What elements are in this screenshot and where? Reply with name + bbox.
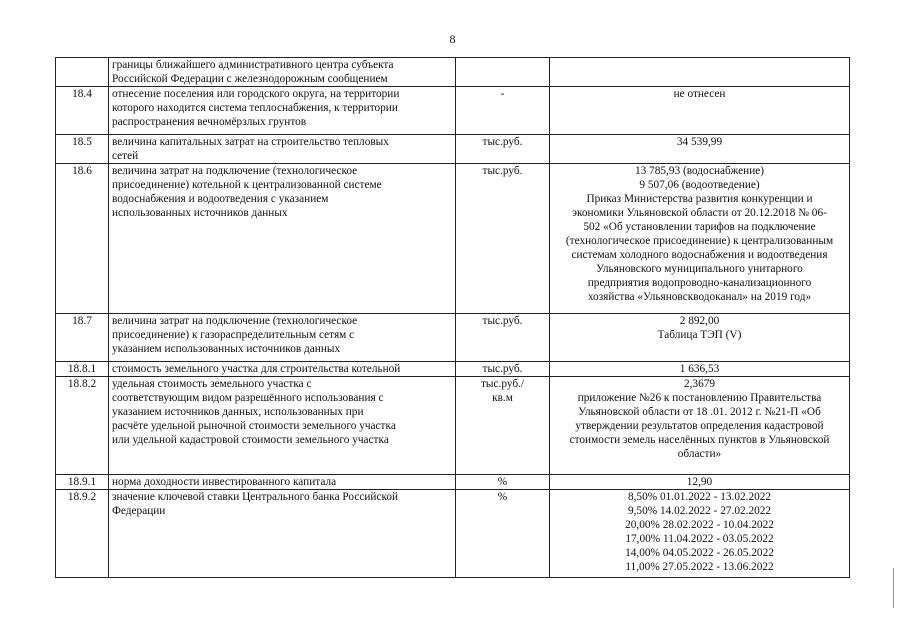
row-number: 18.8.1 [67, 363, 97, 375]
description-cell [109, 362, 456, 377]
value-line: 502 «Об установлении тарифов на подключение [583, 221, 816, 233]
value-line: хозяйства «Ульяновскводоканал» на 2019 год» [587, 291, 812, 303]
row-number-cell [56, 164, 109, 314]
value-line: утверждении результатов определения кадастровой [575, 420, 824, 432]
description-cell [109, 164, 456, 314]
row-number-cell [56, 475, 109, 490]
parameters-table-body [56, 58, 850, 578]
unit-line: - [500, 88, 505, 100]
value-cell [550, 135, 850, 164]
description-line: величина затрат на подключение (технологическое [112, 315, 358, 327]
unit-cell [456, 58, 550, 87]
value-line: 12,90 [686, 476, 713, 488]
value-line: не отнесен [673, 88, 726, 100]
row-number: 18.7 [72, 315, 92, 327]
description-line: которого находится система теплоснабжения, к территории [112, 102, 398, 114]
value-line: 2 892,00 [679, 315, 720, 327]
description-line: распространения вечномёрзлых грунтов [112, 116, 307, 128]
value-cell [550, 377, 850, 475]
description-line: сетей [112, 150, 139, 162]
value-cell [550, 362, 850, 377]
value-line: 9 507,06 (водоотведение) [639, 179, 760, 191]
scan-edge-mark [893, 568, 894, 608]
value-cell [550, 164, 850, 314]
unit-line: тыс.руб./ [480, 378, 525, 390]
row-number-cell [56, 314, 109, 362]
value-line: 9,50% 14.02.2022 - 27.02.2022 [627, 505, 772, 517]
row-number-cell [56, 490, 109, 578]
description-line: величина затрат на подключение (технологическое [112, 165, 358, 177]
value-cell [550, 87, 850, 135]
value-cell [550, 58, 850, 87]
description-cell [109, 314, 456, 362]
row-number-cell [56, 135, 109, 164]
table-row [56, 362, 850, 377]
description-line: Федерации [112, 505, 166, 517]
description-line: указанием использованных источников данных [112, 343, 341, 355]
value-line: 1 636,53 [679, 363, 720, 375]
value-cell [550, 490, 850, 578]
description-line: соответствующим видом разрешённого использования с [112, 392, 384, 404]
description-line: величина капитальных затрат на строительство тепловых [112, 136, 389, 148]
value-line: 11,00% 27.05.2022 - 13.06.2022 [625, 561, 774, 573]
description-line: отнесение поселения или городского округа, на территории [112, 88, 400, 100]
row-number: 18.4 [72, 88, 92, 100]
unit-line: % [497, 491, 508, 503]
value-line: 17,00% 11.04.2022 - 03.05.2022 [625, 533, 774, 545]
table-row [56, 475, 850, 490]
value-line: экономики Ульяновской области от 20.12.2018 № 06- [572, 207, 827, 219]
value-line: предприятия водопроводно-канализационного [587, 277, 812, 289]
description-cell [109, 377, 456, 475]
row-number-cell [56, 58, 109, 87]
description-line: значение ключевой ставки Центрального банка Российской [112, 491, 399, 503]
unit-cell [456, 164, 550, 314]
description-line: удельная стоимость земельного участка с [112, 378, 312, 390]
unit-cell [456, 377, 550, 475]
unit-cell [456, 362, 550, 377]
value-line: Ульяновского муниципального унитарного [596, 263, 803, 275]
parameters-table [55, 57, 850, 578]
table-row [56, 164, 850, 314]
unit-line: тыс.руб. [482, 136, 523, 148]
value-line: стоимости земель населённых пунктов в Ульяновской [569, 434, 830, 446]
unit-line: тыс.руб. [482, 165, 523, 177]
description-line: водоснабжения и водоотведения с указанием [112, 193, 329, 205]
row-number: 18.9.1 [67, 476, 97, 488]
value-line: Приказ Министерства развития конкуренции и [586, 193, 813, 205]
unit-cell [456, 490, 550, 578]
description-line: расчёте удельной рыночной стоимости земельного участка [112, 420, 396, 432]
table-row [56, 135, 850, 164]
row-number-cell [56, 362, 109, 377]
description-line: или удельной кадастровой стоимости земельного участка [112, 434, 389, 446]
value-line: Таблица ТЭП (V) [657, 329, 742, 341]
value-line: 2,3679 [683, 378, 716, 390]
value-line: 34 539,99 [676, 136, 723, 148]
description-line: стоимость земельного участка для строительства котельной [112, 363, 401, 375]
unit-line: % [497, 476, 508, 488]
unit-cell [456, 135, 550, 164]
row-number-cell [56, 87, 109, 135]
description-line: присоединение) к газораспределительным сетям с [112, 329, 355, 341]
unit-cell [456, 314, 550, 362]
description-cell [109, 475, 456, 490]
table-row [56, 314, 850, 362]
value-line: области» [677, 448, 722, 460]
unit-cell [456, 475, 550, 490]
row-number: 18.6 [72, 165, 92, 177]
unit-line: тыс.руб. [482, 363, 523, 375]
row-number: 18.8.2 [67, 378, 97, 390]
description-line: использованных источников данных [112, 207, 288, 219]
row-number-cell [56, 377, 109, 475]
value-line: (технологическое присоединение) к централизованным [565, 235, 834, 247]
unit-cell [456, 87, 550, 135]
description-line: границы ближайшего административного центра субъекта [112, 59, 394, 71]
unit-line: кв.м [492, 392, 513, 404]
value-cell [550, 475, 850, 490]
value-line: 13 785,93 (водоснабжение) [634, 165, 765, 177]
value-line: 20,00% 28.02.2022 - 10.04.2022 [625, 519, 774, 531]
description-cell [109, 58, 456, 87]
description-line: норма доходности инвестированного капитала [112, 476, 337, 488]
value-line: 8,50% 01.01.2022 - 13.02.2022 [627, 491, 772, 503]
page-number: 8 [449, 32, 456, 46]
row-number: 18.9.2 [67, 491, 97, 503]
table-row [56, 87, 850, 135]
description-cell [109, 135, 456, 164]
description-cell [109, 490, 456, 578]
table-row [56, 377, 850, 475]
table-row [56, 58, 850, 87]
description-cell [109, 87, 456, 135]
description-line: присоединение) котельной к централизованной системе [112, 179, 382, 191]
row-number: 18.5 [72, 136, 92, 148]
description-line: Российской Федерации с железнодорожным сообщением [112, 73, 388, 85]
value-line: приложение №26 к постановлению Правительства [577, 392, 822, 404]
unit-line: тыс.руб. [482, 315, 523, 327]
description-line: указанием источников данных, использованных при [112, 406, 364, 418]
value-line: системам холодного водоснабжения и водоотведения [571, 249, 828, 261]
value-line: Ульяновской области от 18 .01. 2012 г. №21-П «Об [578, 406, 821, 418]
value-line: 14,00% 04.05.2022 - 26.05.2022 [625, 547, 774, 559]
table-row [56, 490, 850, 578]
value-cell [550, 314, 850, 362]
